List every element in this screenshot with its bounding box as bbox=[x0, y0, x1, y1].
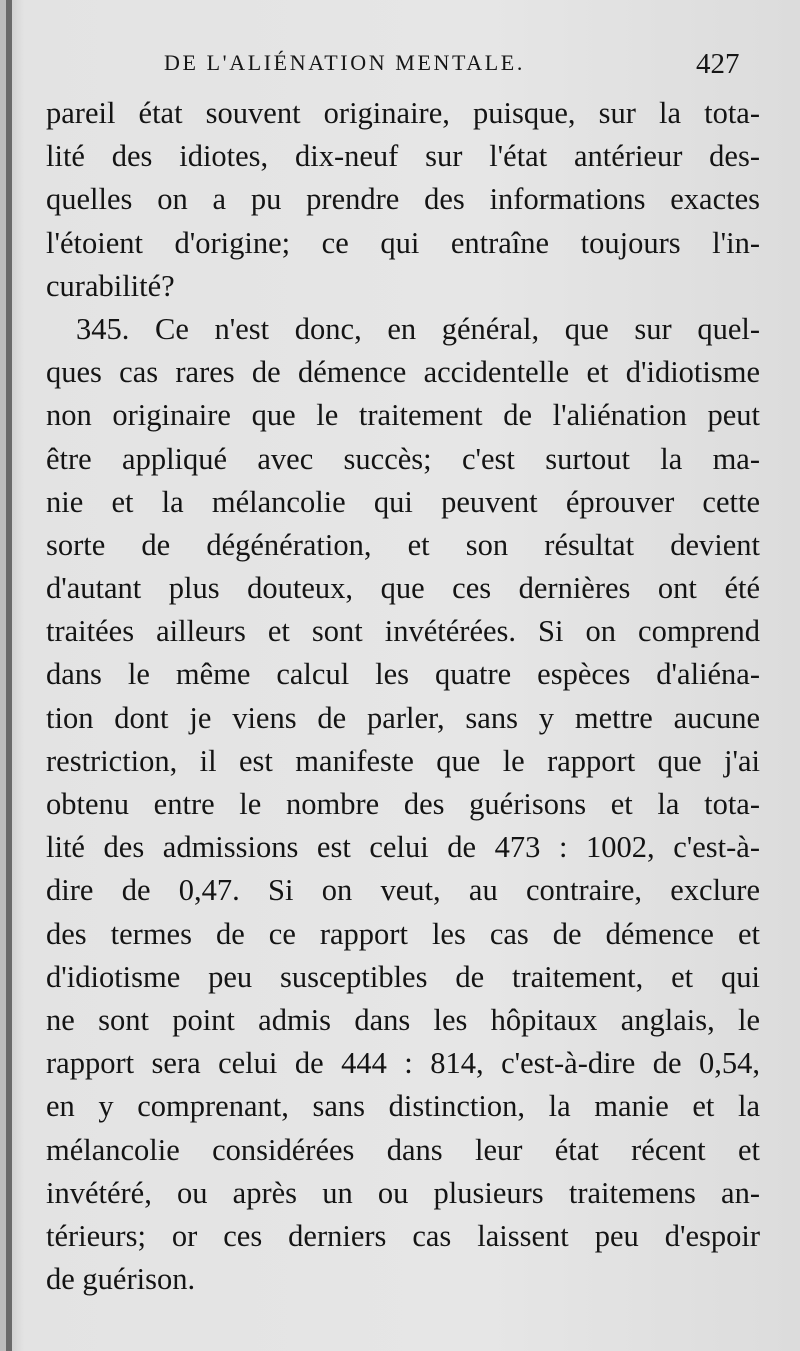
text-line: rapport sera celui de 444 : 814, c'est-à-dire de 0,54, bbox=[46, 1046, 760, 1081]
text-line: sorte de dégénération, et son résultat devient bbox=[46, 527, 760, 562]
text-line: térieurs; or ces derniers cas laissent peu d'espoir bbox=[46, 1218, 760, 1253]
text-line: en y comprenant, sans distinction, la manie et la bbox=[46, 1089, 760, 1124]
text-line: tion dont je viens de parler, sans y mettre aucune bbox=[46, 700, 760, 735]
text-line: invétéré, ou après un ou plusieurs traitemens an- bbox=[46, 1175, 760, 1210]
text-line: pareil état souvent originaire, puisque, sur la tota- bbox=[46, 96, 760, 130]
text-line: mélancolie considérées dans leur état récent et bbox=[46, 1132, 760, 1167]
text-line: lité des admissions est celui de 473 : 1002, c'est-à- bbox=[46, 830, 760, 865]
text-line: 345. Ce n'est donc, en général, que sur quel- bbox=[76, 311, 760, 346]
text-line: lité des idiotes, dix-neuf sur l'état antérieur des- bbox=[46, 139, 760, 174]
book-page bbox=[6, 0, 800, 1351]
text-line: nie et la mélancolie qui peuvent éprouver cette bbox=[46, 484, 760, 519]
text-line: des termes de ce rapport les cas de démence et bbox=[46, 916, 760, 951]
text-line: quelles on a pu prendre des informations exactes bbox=[46, 182, 760, 217]
text-line: restriction, il est manifeste que le rapport que j'ai bbox=[46, 743, 760, 778]
text-line: ques cas rares de démence accidentelle et d'idiotisme bbox=[46, 355, 760, 390]
text-line: l'étoient d'origine; ce qui entraîne toujours l'in- bbox=[46, 225, 760, 260]
page-header bbox=[6, 48, 800, 84]
text-line: de guérison. bbox=[46, 1262, 196, 1297]
text-line: d'autant plus douteux, que ces dernières ont été bbox=[46, 571, 760, 606]
page-number: 427 bbox=[696, 48, 740, 80]
body-text bbox=[46, 92, 760, 1301]
text-line: dans le même calcul les quatre espèces d'aliéna- bbox=[46, 657, 760, 692]
text-line: obtenu entre le nombre des guérisons et la tota- bbox=[46, 787, 760, 821]
text-line: ne sont point admis dans les hôpitaux anglais, le bbox=[46, 1002, 760, 1037]
text-line: d'idiotisme peu susceptibles de traitement, et qui bbox=[46, 959, 760, 994]
running-head: DE L'ALIÉNATION MENTALE. bbox=[164, 50, 525, 75]
text-line: dire de 0,47. Si on veut, au contraire, exclure bbox=[46, 873, 760, 908]
text-line: curabilité? bbox=[46, 268, 175, 303]
text-line: non originaire que le traitement de l'aliénation peut bbox=[46, 398, 760, 433]
text-line: être appliqué avec succès; c'est surtout la ma- bbox=[46, 441, 760, 476]
text-line: traitées ailleurs et sont invétérées. Si on comprend bbox=[46, 614, 760, 649]
page-gutter-shadow bbox=[6, 0, 12, 1351]
